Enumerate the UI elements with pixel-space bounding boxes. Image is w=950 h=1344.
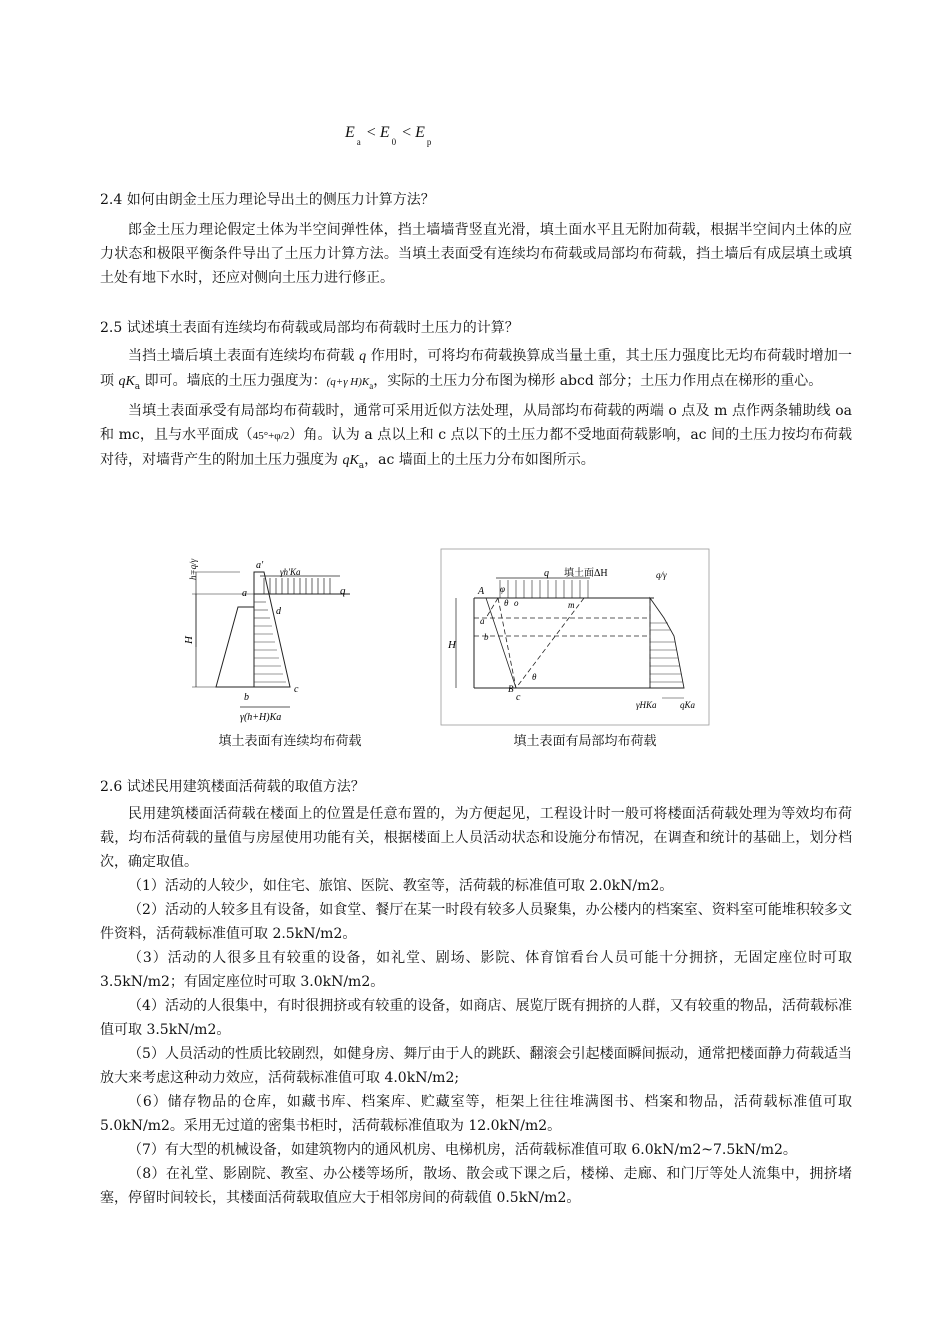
svg-text:qKa: qKa — [680, 700, 696, 710]
list-item: （6）储存物品的仓库，如藏书库、档案库、贮藏室等，柜架上往往堆满图书、档案和物品，活荷载标准值可取 5.0kN/m2。采用无过道的密集书柜时，活荷载标准值取为 12.0kN/m2。 — [100, 1094, 852, 1134]
section-2-5-paragraphs — [100, 344, 852, 478]
svg-text:θ: θ — [532, 672, 537, 682]
svg-text:B: B — [508, 684, 514, 694]
load-arrows — [264, 578, 330, 594]
svg-text:a': a' — [256, 560, 264, 571]
left-figure-caption: 填土表面有连续均布荷载 — [218, 734, 362, 749]
svg-text:q: q — [544, 568, 549, 579]
svg-text:H: H — [183, 636, 195, 644]
svg-text:γh'Ka: γh'Ka — [280, 567, 301, 577]
section-2-5-p1: 当挡土墙后填土表面有连续均布荷载 q 作用时，可将均布荷载换算成当量土重，其土压力强度比无均布荷载时增加一项 $qK_a$ 即可。墙底的土压力强度为：(q+γ $H)K_a$，实际的土压力分布图为梯形 abcd 部分；土压力作用点在梯形的重心。 — [100, 348, 853, 392]
list-item: （1）活动的人较少，如住宅、旅馆、医院、教室等，活荷载的标准值可取 2.0kN/m2。 — [128, 878, 674, 894]
continuous-load-diagram — [180, 552, 370, 727]
svg-text:θ: θ — [504, 598, 509, 608]
pressure-diagram — [254, 572, 290, 687]
figure-continuous-load — [180, 552, 370, 727]
list-item: （2）活动的人较多且有设备，如食堂、餐厅在某一时段有较多人员聚集，办公楼内的档案室、资料室可能堆积较多文件资料，活荷载标准值可取 2.5kN/m2。 — [100, 902, 852, 942]
svg-text:填土面ΔH: 填土面ΔH — [564, 568, 608, 579]
list-item: （7）有大型的机械设备，如建筑物内的通风机房、电梯机房，活荷载标准值可取 6.0kN/m2~7.5kN/m2。 — [128, 1142, 797, 1158]
section-2-4-heading: 2.4 如何由朗金土压力理论导出土的侧压力计算方法？ — [100, 192, 435, 208]
list-item: （5）人员活动的性质比较剧烈，如健身房、舞厅由于人的跳跃、翻滚会引起楼面瞬间振动，通常把楼面静力荷载适当放大来考虑这种动力效应，活荷载标准值可取 4.0kN/m2; — [100, 1046, 852, 1086]
right-figure-caption: 填土表面有局部均布荷载 — [513, 734, 657, 749]
svg-text:b: b — [244, 692, 249, 703]
svg-text:a: a — [480, 616, 485, 626]
svg-text:c: c — [294, 684, 299, 695]
svg-text:h=q/γ: h=q/γ — [188, 558, 198, 580]
section-2-6-heading: 2.6 试述民用建筑楼面活荷载的取值方法？ — [100, 779, 365, 795]
section-2-5-p2: 当填土表面承受有局部均布荷载时，通常可采用近似方法处理，从局部均布荷载的两端 o 点及 m 点作两条辅助线 oa 和 mc，且与水平面成（45°+φ/2）角。认为 a 点以上和 c 点以下的土压力都不受地面荷载影响，ac 间的土压力按均布荷载对待，对墙背产生的附加土压力强度为 $qK_a$，ac 墙面上的土压力分布如图所示。 — [100, 403, 852, 471]
svg-text:H: H — [448, 639, 456, 651]
svg-text:a: a — [242, 588, 247, 599]
svg-text:c: c — [516, 692, 521, 703]
retaining-wall — [216, 607, 254, 687]
svg-text:φ: φ — [500, 584, 505, 594]
figure-local-load — [440, 548, 710, 726]
section-2-5-heading: 2.5 试述填土表面有连续均布荷载或局部均布荷载时土压力的计算？ — [100, 320, 519, 336]
section-2-6-paragraphs — [100, 802, 852, 1210]
svg-text:γ(h+H)Ka: γ(h+H)Ka — [240, 712, 282, 723]
section-2-6-intro: 民用建筑楼面活荷载在楼面上的位置是任意布置的，为方便起见，工程设计时一般可将楼面活荷载处理为等效均布荷载，均布活荷载的量值与房屋使用功能有关，根据楼面上人员活动状态和设施分布情况，在调查和统计的基础上，划分档次，确定取值。 — [100, 806, 852, 870]
earth-pressure-inequality: $E_a < E_0 < E_p$ — [345, 124, 432, 147]
svg-text:o: o — [514, 598, 519, 608]
list-item: （3）活动的人很多且有较重的设备，如礼堂、剧场、影院、体育馆看台人员可能十分拥挤，无固定座位时可取 3.5kN/m2；有固定座位时可取 3.0kN/m2。 — [100, 950, 852, 990]
svg-text:m: m — [568, 600, 575, 610]
svg-text:b: b — [484, 632, 489, 642]
local-load-diagram — [440, 548, 710, 726]
svg-text:d: d — [276, 606, 281, 617]
list-item: （4）活动的人很集中，有时很拥挤或有较重的设备，如商店、展览厅既有拥挤的人群，又有较重的物品，活荷载标准值可取 3.5kN/m2。 — [100, 998, 852, 1038]
svg-text:γHKa: γHKa — [636, 700, 657, 710]
section-2-4-paragraph: 郎金土压力理论假定土体为半空间弹性体，挡土墙墙背竖直光滑，填土面水平且无附加荷载，根据半空间内土体的应力状态和极限平衡条件导出了土压力计算方法。当填土表面受有连续均布荷载或局部均布荷载，挡土墙后有成层填土或填土处有地下水时，还应对侧向土压力进行修正。 — [100, 222, 852, 286]
svg-text:q/γ: q/γ — [656, 570, 667, 580]
svg-text:A: A — [478, 586, 485, 597]
list-item: （8）在礼堂、影剧院、教室、办公楼等场所，散场、散会或下课之后，楼梯、走廊、和门厅等处人流集中，拥挤堵塞，停留时间较长，其楼面活荷载取值应大于相邻房间的荷载值 0.5kN/m2。 — [100, 1166, 852, 1206]
svg-text:q: q — [340, 585, 346, 597]
